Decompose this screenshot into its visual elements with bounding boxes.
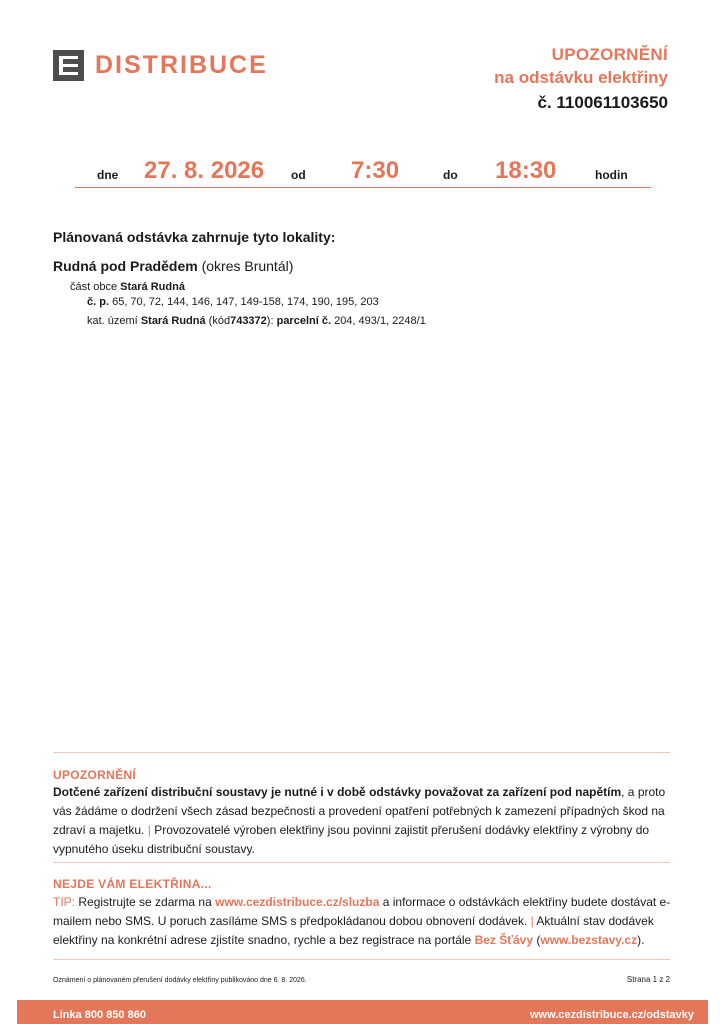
code-label: (kód bbox=[208, 315, 231, 327]
to-label: do bbox=[443, 168, 458, 182]
logo-text: DISTRIBUCE bbox=[95, 51, 268, 79]
part-label: část obce bbox=[70, 281, 118, 293]
house-numbers-label: č. p. bbox=[87, 296, 110, 308]
date-label: dne bbox=[97, 168, 119, 182]
code-value: 743372 bbox=[230, 315, 267, 327]
footer-bar bbox=[17, 1000, 708, 1024]
registration-link[interactable]: www.cezdistribuce.cz/sluzba bbox=[215, 895, 380, 909]
notice-title: UPOZORNĚNÍ bbox=[551, 45, 668, 64]
house-numbers: 65, 70, 72, 144, 146, 147, 149-158, 174, 190, 195, 203 bbox=[112, 296, 379, 308]
tip-text-3: Aktuální stav dodávek elektřiny na konkrétní adrese zjistíte snadno, rychle a bez registrace na portále bbox=[53, 914, 654, 947]
outages-link[interactable]: www.cezdistribuce.cz/odstavky bbox=[529, 1009, 694, 1021]
hotline-text: Linka 800 850 860 bbox=[53, 1009, 146, 1021]
cadastral-name: Stará Rudná bbox=[140, 315, 206, 327]
notice-number: č. 110061103650 bbox=[537, 93, 668, 112]
part-name: Stará Rudná bbox=[120, 281, 185, 293]
code-suffix: ): bbox=[266, 315, 274, 327]
to-time: 18:30 bbox=[495, 157, 557, 184]
town-district: (okres Bruntál) bbox=[201, 258, 294, 274]
notice-header bbox=[494, 44, 668, 116]
tip-text-2: a informace o odstávkách elektřiny budete dostávat e-mailem nebo SMS. U poruch zasíláme SMS s předpokládanou dobou obnovení dodávek. bbox=[53, 895, 671, 928]
publication-note: Oznámení o plánovaném přerušení dodávky elektřiny publikováno dne 6. 8. 2026. bbox=[53, 977, 307, 984]
house-numbers-line bbox=[87, 296, 379, 308]
tip-label: TIP: bbox=[53, 895, 76, 909]
tip-separator: | bbox=[530, 914, 534, 928]
warning-separator: | bbox=[147, 823, 151, 837]
town-name: Rudná pod Pradědem bbox=[53, 258, 198, 274]
outage-date: 27. 8. 2026 bbox=[144, 157, 265, 184]
page-number: Strana 1 z 2 bbox=[626, 975, 670, 984]
company-logo bbox=[53, 50, 268, 81]
tip-text bbox=[53, 893, 673, 950]
town-line bbox=[53, 258, 293, 274]
cadastral-line bbox=[87, 315, 426, 327]
divider bbox=[53, 862, 670, 863]
from-time: 7:30 bbox=[351, 157, 400, 184]
paren-close: ). bbox=[637, 933, 645, 947]
divider bbox=[53, 959, 670, 960]
warning-bold-text: Dotčené zařízení distribuční soustavy je nutné i v době odstávky považovat za zařízení pod napětím bbox=[53, 785, 622, 799]
tip-title: NEJDE VÁM ELEKTŘINA... bbox=[53, 877, 212, 891]
locations-heading: Plánovaná odstávka zahrnuje tyto lokality: bbox=[53, 229, 336, 245]
notice-subtitle: na odstávku elektřiny bbox=[494, 68, 668, 87]
hours-label: hodin bbox=[595, 168, 628, 182]
portal-name: Bez Šťávy bbox=[474, 933, 534, 947]
town-part-line bbox=[70, 281, 185, 293]
divider bbox=[53, 752, 670, 753]
outage-schedule bbox=[75, 155, 651, 188]
from-label: od bbox=[291, 168, 306, 182]
paren-open: ( bbox=[536, 933, 541, 947]
tip-text-1: Registrujte se zdarma na bbox=[78, 895, 212, 909]
warning-text-2: Provozovatelé výroben elektřiny jsou povinni zajistit přerušení dodávky elektřiny z výrobny do vypnutého úseku distribuční soustavy. bbox=[53, 823, 650, 856]
warning-text bbox=[53, 783, 673, 859]
parcel-label: parcelní č. bbox=[276, 315, 332, 327]
logo-mark-icon bbox=[53, 50, 84, 81]
parcel-numbers: 204, 493/1, 2248/1 bbox=[334, 315, 426, 327]
warning-text-1: , a proto vás žádáme o dodržení všech zásad bezpečnosti a provedení opatření potřebných k zamezení případných škod na zdraví a majetku. bbox=[53, 785, 666, 837]
cadastral-label: kat. území bbox=[87, 315, 138, 327]
warning-title: UPOZORNĚNÍ bbox=[53, 768, 137, 782]
portal-link[interactable]: www.bezstavy.cz bbox=[540, 933, 638, 947]
